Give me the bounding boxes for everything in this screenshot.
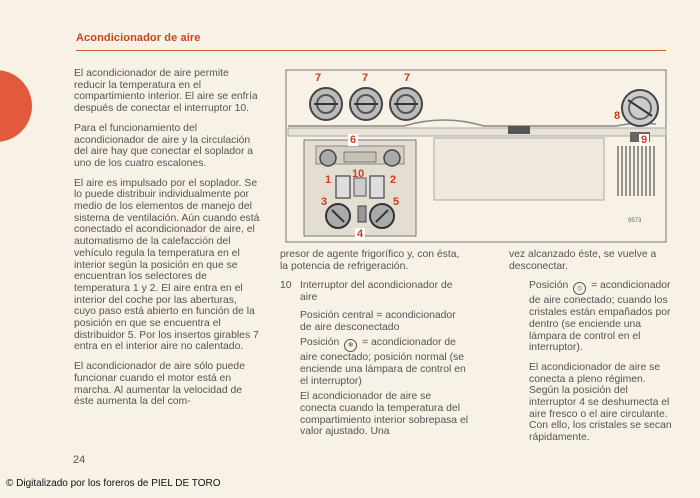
callout-10: 10 <box>352 168 365 180</box>
callout-3: 3 <box>321 196 328 208</box>
dash-switch <box>508 126 530 134</box>
chapter-tab-marker <box>0 70 32 142</box>
item-number: 10 <box>280 280 292 292</box>
paragraph: vez alcanzado éste, se vuelve a desconectar. <box>509 249 657 272</box>
position-label: Posición <box>529 280 569 292</box>
callout-7a: 7 <box>315 72 322 84</box>
callout-5: 5 <box>393 196 400 208</box>
paragraph: El aire es impulsado por el soplador. Se lo puede distribuir individualmente por medio de los elementos de manejo del sistema de ventilación. Aún cuando está conectado el acondicionador de aire, el automatismo de la calefacción del vehículo regula la temperatura en el interior según la posición en que se encuentran los selectores de temperatura 1 y 2. El aire entra en el interior del coche por las aberturas, cuyo paso está abierto en función de la posición en que se encuentra el distribuidor 5. Por los insertos girables 7 entra en el interior aire no calentado. <box>74 177 260 353</box>
air-vent-center <box>350 88 382 120</box>
temp-selector-right <box>370 176 384 198</box>
glovebox <box>434 138 604 200</box>
item-title: Interruptor del acondicionador de aire <box>300 280 453 304</box>
text-column-1 <box>74 68 260 416</box>
paragraph: El acondicionador de aire sólo puede funcionar cuando el motor está en marcha. Al aumentar la velocidad de éste aumenta la del com- <box>74 361 245 408</box>
callout-2: 2 <box>390 174 397 186</box>
callout-1: 1 <box>325 174 332 186</box>
paragraph: Para el funcionamiento del acondicionador de aire y la circulación del aire hay que conectar el soplador a uno de los cuatro escalones. <box>74 122 254 169</box>
dashboard-diagram <box>284 68 668 244</box>
defog-icon: ⦸ <box>573 282 586 295</box>
header-rule <box>76 50 666 51</box>
callout-9: 9 <box>641 134 648 146</box>
position-central: Posición central = acondicionador de aire desconectado <box>300 309 456 333</box>
digitization-credit: © Digitalizado por los foreros de PIEL DE TORO <box>6 478 221 489</box>
position-description: = acondicionador de aire conectado; posición normal (se enciende una lámpara de control en el interruptor) <box>300 337 466 387</box>
text-column-3 <box>509 249 674 452</box>
air-vent-right <box>390 88 422 120</box>
section-title: Acondicionador de aire <box>76 32 201 44</box>
position-label: Posición <box>300 337 340 349</box>
callout-6: 6 <box>350 134 357 146</box>
position-defog <box>509 280 674 354</box>
paragraph: El acondicionador de aire se conecta a pleno régimen. Según la posición del interruptor 4 se deshumecta el aire fresco o el aire circulante. Con ello, los cristales se secan rápidamente. <box>529 361 672 444</box>
side-air-vent <box>622 90 658 126</box>
callout-8: 8 <box>614 110 621 122</box>
text-column-2 <box>280 249 470 446</box>
callout-7b: 7 <box>362 72 369 84</box>
paragraph: presor de agente frigorífico y, con ésta, la potencia de refrigeración. <box>280 249 460 272</box>
position-description: = acondicionador de aire conectado; cuando los cristales están empañados por dentro (se enciende una lámpara de control en el interruptor). <box>529 280 671 354</box>
numbered-item-10 <box>280 280 470 303</box>
callout-4: 4 <box>357 228 364 240</box>
callout-7c: 7 <box>404 72 411 84</box>
position-normal <box>280 337 470 387</box>
snowflake-icon: ❄ <box>344 339 357 352</box>
air-vent-left <box>310 88 342 120</box>
paragraph: El acondicionador de aire permite reducir la temperatura en el compartimiento interior. El aire se enfría después de conectar el interruptor 10. <box>74 68 258 115</box>
side-grille <box>618 146 654 196</box>
temp-selector-left <box>336 176 350 198</box>
figure-ref: 9573 <box>628 218 642 224</box>
page-number: 24 <box>73 454 86 466</box>
paragraph: El acondicionador de aire se conecta cuando la temperatura del compartimiento interior sobrepasa el valor ajustado. Una <box>300 391 469 438</box>
